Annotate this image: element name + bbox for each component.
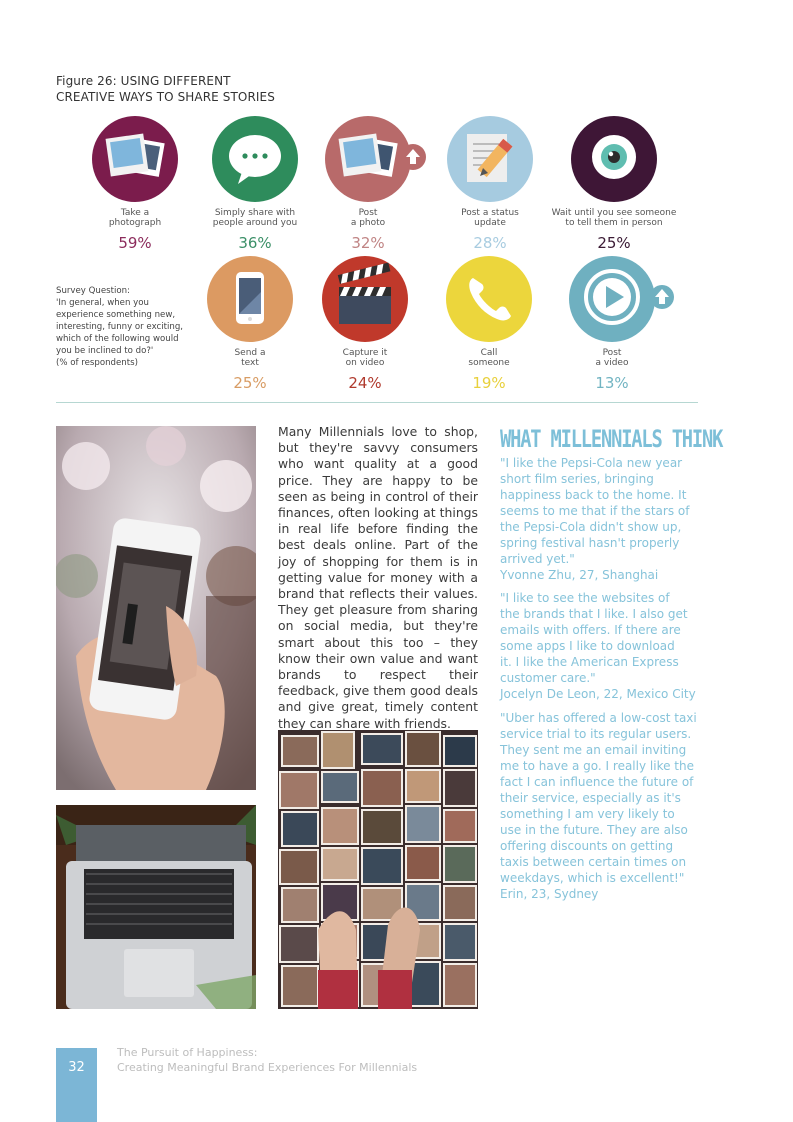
survey-question — [56, 285, 196, 369]
section-divider — [56, 402, 698, 403]
quote-line: They sent me an email inviting — [500, 743, 687, 757]
stat-percent: 32% — [351, 234, 385, 252]
quote-line: happiness back to the home. It — [500, 488, 687, 502]
stat-percent: 59% — [118, 234, 152, 252]
quote-line: fact I can influence the future of — [500, 775, 694, 789]
survey-line: Survey Question: — [56, 286, 130, 296]
quote-line: the Pepsi-Cola didn't show up, — [500, 520, 682, 534]
handset-icon — [446, 256, 532, 342]
quote-attribution: Jocelyn De Leon, 22, Mexico City — [500, 687, 696, 701]
quote-line: some apps I like to download — [500, 639, 675, 653]
post-photo-icon — [325, 116, 411, 202]
quote-line: seems to me that if the stars of — [500, 504, 690, 518]
figure-title-line-2: CREATIVE WAYS TO SHARE STORIES — [56, 90, 275, 104]
quote-line: emails with offers. If there are — [500, 623, 681, 637]
quote-line: weekdays, which is excellent!" — [500, 871, 685, 885]
stat-post-status — [425, 116, 555, 252]
survey-line: experience something new, — [56, 310, 176, 320]
quote-line: "I like to see the websites of — [500, 591, 670, 605]
stat-label: Call someone — [468, 348, 510, 368]
quote-attribution: Yvonne Zhu, 27, Shanghai — [500, 568, 659, 582]
footer-line-2: Creating Meaningful Brand Experiences For Millennials — [117, 1061, 418, 1074]
stat-label: Wait until you see someone to tell them in person — [551, 208, 677, 228]
quote-jocelyn — [500, 590, 700, 702]
quote-line: "I like the Pepsi-Cola new year — [500, 456, 683, 470]
play-video-icon — [569, 256, 655, 342]
stat-label: Send a text — [234, 348, 266, 368]
speech-bubble-icon — [212, 116, 298, 202]
stat-percent: 19% — [472, 374, 506, 392]
stat-label: Simply share with people around you — [212, 208, 298, 228]
quote-line: me to have a go. I really like the — [500, 759, 694, 773]
stat-label: Take a photograph — [108, 208, 162, 228]
stat-label: Post a video — [595, 348, 629, 368]
survey-line: 'In general, when you — [56, 298, 149, 308]
survey-line: interesting, funny or exciting, — [56, 322, 184, 332]
stat-percent: 25% — [597, 234, 631, 252]
stat-percent: 28% — [473, 234, 507, 252]
photo-collage — [278, 730, 478, 1009]
stat-percent: 25% — [233, 374, 267, 392]
stat-call-someone — [424, 256, 554, 392]
stat-capture-video — [300, 256, 430, 392]
eye-icon — [571, 116, 657, 202]
quote-yvonne — [500, 455, 700, 583]
body-paragraph: Many Millennials love to shop, but they're savvy consumers who want quality at a good price. They are happy to be seen as being in control of their finances, often looking at things in real life before finding the best deals online. Part of the joy of shopping for them is in getting value for money with a brand that reflects their values. They get pleasure from sharing on social media, but they're smart about this too – they know their own value and want brands to respect their feedback, give them good deals and give great, timely content they can share with friends. — [278, 424, 478, 731]
stat-post-photo — [303, 116, 433, 252]
photograph-icon — [92, 116, 178, 202]
stat-share-around-you — [190, 116, 320, 252]
quote-erin — [500, 710, 700, 902]
quote-line: customer care." — [500, 671, 596, 685]
quote-line: arrived yet." — [500, 552, 575, 566]
photo-phone-in-hand — [56, 426, 256, 790]
quote-line: service trial to its regular users. — [500, 727, 692, 741]
quote-line: short film series, bringing — [500, 472, 654, 486]
survey-line: you be inclined to do?' — [56, 346, 154, 356]
stat-percent: 36% — [238, 234, 272, 252]
page-number-tab — [56, 1048, 97, 1122]
quote-line: taxis between certain times on — [500, 855, 687, 869]
clapperboard-icon — [322, 256, 408, 342]
stat-label: Post a status update — [461, 208, 519, 228]
phone-text-icon — [207, 256, 293, 342]
running-footer — [117, 1045, 417, 1075]
quote-line: use in the future. They are also — [500, 823, 688, 837]
quote-line: it. I like the American Express — [500, 655, 679, 669]
survey-line: (% of respondents) — [56, 358, 138, 368]
quote-line: something I am very likely to — [500, 807, 675, 821]
stat-percent: 13% — [595, 374, 629, 392]
figure-title-line-1: Figure 26: USING DIFFERENT — [56, 74, 231, 88]
photo-laptop — [56, 805, 256, 1009]
stat-percent: 24% — [348, 374, 382, 392]
stat-post-video — [547, 256, 677, 392]
stat-wait-in-person — [549, 116, 679, 252]
figure-title — [56, 73, 275, 105]
page-number: 32 — [68, 1060, 85, 1075]
quote-line: spring festival hasn't properly — [500, 536, 680, 550]
stat-label: Capture it on video — [342, 348, 388, 368]
quote-line: the brands that I like. I also get — [500, 607, 688, 621]
status-update-icon — [447, 116, 533, 202]
what-millennials-think-heading: WHAT MILLENNIALS THINK — [500, 425, 723, 453]
quote-line: offering discounts on getting — [500, 839, 674, 853]
quote-line: "Uber has offered a low-cost taxi — [500, 711, 697, 725]
survey-line: which of the following would — [56, 334, 179, 344]
footer-line-1: The Pursuit of Happiness: — [117, 1046, 258, 1059]
stat-take-photograph — [70, 116, 200, 252]
quote-line: their service, especially as it's — [500, 791, 681, 805]
quote-attribution: Erin, 23, Sydney — [500, 887, 599, 901]
stat-label: Post a photo — [350, 208, 386, 228]
stat-send-text — [185, 256, 315, 392]
